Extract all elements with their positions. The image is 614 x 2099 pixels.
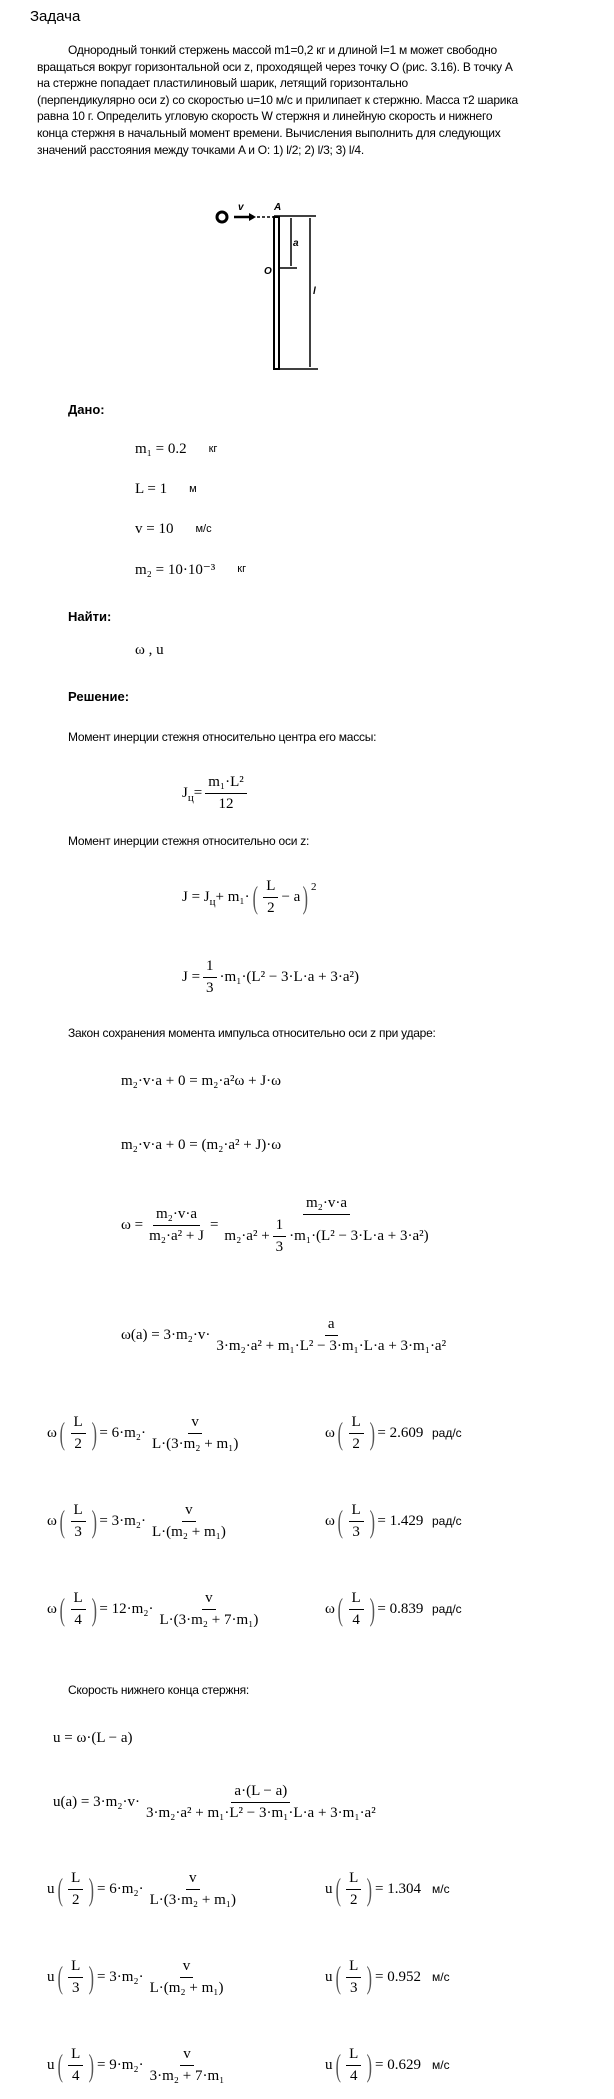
formula-u-a [53, 1777, 382, 1827]
fraction [205, 774, 247, 813]
problem-line: равна 10 г. Определить угловую скорость W стержня и линейную скорость и нижнего [37, 109, 493, 124]
numerator: L [71, 1590, 86, 1610]
result-unit: м/с [432, 2058, 450, 2072]
text-velocity: Скорость нижнего конца стержня: [68, 1683, 249, 1697]
denominator: 3 [349, 1979, 358, 1996]
denominator: L·(m₂ + m₁) [149, 1979, 224, 1996]
numerator: L [68, 1870, 83, 1890]
text-conservation: Закон сохранения момента импульса относительно оси z при ударе: [68, 1026, 436, 1040]
result-value: = 1.304 [374, 1880, 421, 1897]
denominator: 2 [349, 1891, 358, 1908]
numerator: 1 [273, 1217, 287, 1237]
numerator: v [188, 1414, 202, 1434]
numerator: L [349, 1502, 364, 1522]
fraction [203, 958, 217, 997]
fraction [146, 1206, 207, 1245]
omega-case-row: ω ( $\frac{L}{4}$ ) = 12·m₂· $\frac{v}{\text{L·(3·m₂ + 7·m₁)}}$ ω ( $\frac{L}{4}$ ) = 0.839 рад/с [47, 1584, 567, 1634]
numerator: L [263, 878, 278, 898]
expr-part: ·m₁·(L² − 3·L·a + 3·a²) [219, 968, 359, 985]
expr-part: + m₁· [215, 888, 250, 905]
fraction [68, 1958, 83, 1997]
fraction [147, 1958, 227, 1997]
result: ω ( $\frac{L}{4}$ ) = 0.839 [325, 1589, 424, 1628]
given-heading: Дано: [68, 402, 105, 417]
fn-name: ω [325, 1600, 335, 1617]
denominator: 12 [218, 795, 234, 812]
formula-jc [182, 768, 250, 818]
result-unit: м/с [432, 1970, 450, 1984]
result-value: = 2.609 [377, 1424, 424, 1441]
fraction [213, 1316, 449, 1355]
numerator: L [71, 1502, 86, 1522]
coefficient: = 12·m₂· [99, 1600, 154, 1617]
fn-name: u [325, 2056, 333, 2073]
fn-name: u [47, 2056, 55, 2073]
expr-part: J = [182, 968, 201, 985]
result: u ( $\frac{L}{3}$ ) = 0.952 [325, 1957, 421, 1996]
denominator: 4 [74, 1611, 82, 1628]
numerator: a [325, 1316, 338, 1336]
denominator: 2 [74, 1435, 82, 1452]
denominator: L·(3·m₂ + m₁) [149, 1891, 236, 1908]
numerator: 1 [203, 958, 217, 978]
denominator: L·(3·m₂ + m₁) [151, 1435, 239, 1452]
denominator: 3 [352, 1523, 360, 1540]
numerator: v [180, 1958, 194, 1978]
given-unit: кг [237, 563, 247, 575]
fn-name: ω [47, 1424, 57, 1441]
denominator: 2 [352, 1435, 360, 1452]
numerator: L [346, 1958, 361, 1978]
formula-j-axis [182, 872, 317, 922]
denominator: 3·m₂ + 7·m₁ [149, 2067, 225, 2084]
fn-name: u [325, 1880, 333, 1897]
coefficient: = 3·m₂· [99, 1512, 146, 1529]
find-expr: ω , u [135, 641, 164, 658]
find-heading: Найти: [68, 609, 112, 624]
rod [274, 217, 279, 369]
jc-lhs: J [182, 784, 188, 801]
given-expr: m₂ = 10·10⁻³ [135, 561, 216, 578]
formula-conservation-1: m₂·v·a + 0 = m₂·a²ω + J·ω [121, 1072, 282, 1089]
numerator: m₂·v·a [153, 1206, 200, 1226]
solution-heading: Решение: [68, 689, 130, 704]
denominator [221, 1215, 431, 1256]
coefficient: = 6·m₂· [96, 1880, 144, 1897]
numerator: L [71, 1414, 86, 1434]
denominator: 3 [71, 1979, 80, 1996]
numerator: L [346, 1870, 361, 1890]
u-case-row: u ( $\frac{L}{4}$ ) = 9·m₂· $\frac{v}{\text{3·m₂ + 7·m₁}}$ u ( $\frac{L}{4}$ ) = 0.629 м/с [47, 2040, 567, 2090]
problem-line: на стержне попадает пластилиновый шарик, летящий горизонтально [37, 76, 408, 91]
denominator: 2 [267, 899, 275, 916]
arrow-head [249, 213, 256, 221]
fraction [221, 1195, 431, 1256]
expr-part: = [209, 1216, 219, 1233]
fn-name: u [47, 1968, 55, 1985]
result-unit: м/с [432, 1882, 450, 1896]
numerator: L [68, 2046, 83, 2066]
result: ω ( $\frac{L}{3}$ ) = 1.429 [325, 1501, 424, 1540]
numerator: m₁·L² [205, 774, 247, 794]
paren-open: ( [252, 879, 258, 915]
expr-sub: ц [209, 896, 216, 908]
fraction [149, 1502, 229, 1541]
expr-part: ω = [121, 1216, 144, 1233]
denominator: 3·m₂·a² + m₁·L² − 3·m₁·L·a + 3·m₁·a² [146, 1804, 376, 1821]
label-A: A [274, 202, 282, 213]
fraction [71, 1414, 86, 1453]
fraction [143, 1783, 379, 1822]
denominator: 3 [206, 979, 214, 996]
expr-sup: 2 [311, 881, 317, 893]
result-value: = 0.629 [374, 2056, 421, 2073]
label-l: l [313, 286, 316, 297]
denominator: L·(3·m₂ + 7·m₁) [159, 1611, 259, 1628]
fraction [68, 1870, 83, 1909]
numerator: v [186, 1870, 200, 1890]
denominator: 3 [74, 1523, 82, 1540]
u-case-row: u ( $\frac{L}{2}$ ) = 6·m₂· $\frac{v}{\text{L·(3·m₂ + m₁)}}$ u ( $\frac{L}{2}$ ) = 1.304 м/с [47, 1864, 567, 1914]
expr-part: J = J [182, 888, 210, 905]
numerator: v [202, 1590, 216, 1610]
fn-name: ω [325, 1424, 335, 1441]
expr-part: ω(a) = 3·m₂·v· [121, 1326, 211, 1343]
expr-part: − a [281, 888, 301, 905]
result-unit: рад/с [432, 1426, 462, 1440]
denominator: L·(m₂ + m₁) [151, 1523, 226, 1540]
denominator: 4 [352, 1611, 360, 1628]
expr-part: ·m₁·(L² − 3·L·a + 3·a²) [289, 1227, 429, 1244]
formula-u-def: u = ω·(L − a) [53, 1729, 133, 1746]
label-v: v [238, 202, 244, 213]
fraction [156, 1590, 261, 1629]
numerator: L [346, 2046, 361, 2066]
problem-line: вращаться вокруг горизонтальной оси z, проходящей через точку O (рис. 3.16). В точку A [37, 59, 513, 74]
result: u ( $\frac{L}{2}$ ) = 1.304 [325, 1869, 421, 1908]
problem-statement [37, 42, 612, 158]
problem-line: конца стержня в начальный момент времени. Вычисления выполнить для следующих [37, 125, 501, 140]
rod-figure [200, 190, 340, 375]
fraction [263, 878, 278, 917]
result: ω ( $\frac{L}{2}$ ) = 2.609 [325, 1413, 424, 1452]
given-unit: кг [208, 443, 218, 455]
given-expr: m₁ = 0.2 [135, 440, 187, 457]
denominator: m₂·a² + J [149, 1227, 204, 1244]
fraction [147, 2046, 228, 2085]
fn-name: ω [47, 1600, 57, 1617]
fn-name: ω [47, 1512, 57, 1529]
paren-close: ) [303, 879, 309, 915]
omega-case-row: ω ( $\frac{L}{2}$ ) = 6·m₂· $\frac{v}{\text{L·(3·m₂ + m₁)}}$ ω ( $\frac{L}{2}$ ) = 2.609 рад/с [47, 1408, 567, 1458]
fn-name: ω [325, 1512, 335, 1529]
numerator: L [349, 1414, 364, 1434]
given-expr: L = 1 [135, 480, 168, 497]
numerator: L [349, 1590, 364, 1610]
expr-part: m₂·a² + [224, 1227, 270, 1244]
numerator: v [180, 2046, 194, 2066]
given-unit: м/с [195, 523, 212, 535]
fn-name: u [47, 1880, 55, 1897]
fraction [68, 2046, 83, 2085]
label-O: O [264, 266, 272, 277]
problem-line: (перпендикулярно оси z) со скоростью u=10 м/с и прилипает к стержню. Масса т2 шарика [37, 92, 518, 107]
text-inertia-axis: Момент инерции стежня относительно оси z: [68, 834, 310, 848]
formula-omega-a [121, 1310, 452, 1360]
text-inertia-center: Момент инерции стежня относительно центра его массы: [68, 730, 377, 744]
result-value: = 0.952 [374, 1968, 421, 1985]
given-unit: м [189, 483, 197, 495]
coefficient: = 9·m₂· [96, 2056, 144, 2073]
problem-line: значений расстояния между точками A и O: 1) l/2; 2) l/3; 3) l/4. [37, 142, 364, 157]
coefficient: = 3·m₂· [96, 1968, 144, 1985]
coefficient: = 6·m₂· [99, 1424, 146, 1441]
fn-name: u [325, 1968, 333, 1985]
numerator: L [68, 1958, 83, 1978]
result-unit: рад/с [432, 1514, 462, 1528]
page-title: Задача [30, 8, 81, 25]
result-value: = 1.429 [377, 1512, 424, 1529]
omega-case-row: ω ( $\frac{L}{3}$ ) = 3·m₂· $\frac{v}{\text{L·(m₂ + m₁)}}$ ω ( $\frac{L}{3}$ ) = 1.429 рад/с [47, 1496, 567, 1546]
result-value: = 0.839 [377, 1600, 424, 1617]
numerator: m₂·v·a [303, 1195, 350, 1215]
result: u ( $\frac{L}{4}$ ) = 0.629 [325, 2045, 421, 2084]
result-unit: рад/с [432, 1602, 462, 1616]
jc-eq: = [193, 784, 203, 801]
denominator: 2 [71, 1891, 80, 1908]
problem-line: Однородный тонкий стержень массой m1=0,2 кг и длиной l=1 м может свободно [68, 43, 497, 57]
denominator: 4 [71, 2067, 80, 2084]
expr-part: u(a) = 3·m₂·v· [53, 1793, 140, 1810]
given-expr: v = 10 [135, 520, 174, 537]
fraction [71, 1590, 86, 1629]
label-a: a [293, 238, 299, 249]
numerator: v [182, 1502, 196, 1522]
denominator: 3 [275, 1238, 284, 1255]
fraction [147, 1870, 239, 1909]
fraction [71, 1502, 86, 1541]
jc-sub: ц [187, 792, 194, 804]
ball-icon [217, 212, 227, 222]
denominator: 4 [349, 2067, 358, 2084]
formula-conservation-2: m₂·v·a + 0 = (m₂·a² + J)·ω [121, 1136, 282, 1153]
fraction [273, 1217, 287, 1256]
u-case-row: u ( $\frac{L}{3}$ ) = 3·m₂· $\frac{v}{\text{L·(m₂ + m₁)}}$ u ( $\frac{L}{3}$ ) = 0.952 м/с [47, 1952, 567, 2002]
fraction [149, 1414, 241, 1453]
formula-omega [121, 1194, 435, 1255]
formula-j-expanded [182, 952, 359, 1002]
numerator: a·(L − a) [231, 1783, 290, 1803]
denominator: 3·m₂·a² + m₁·L² − 3·m₁·L·a + 3·m₁·a² [216, 1337, 447, 1354]
given-m2 [135, 544, 246, 594]
